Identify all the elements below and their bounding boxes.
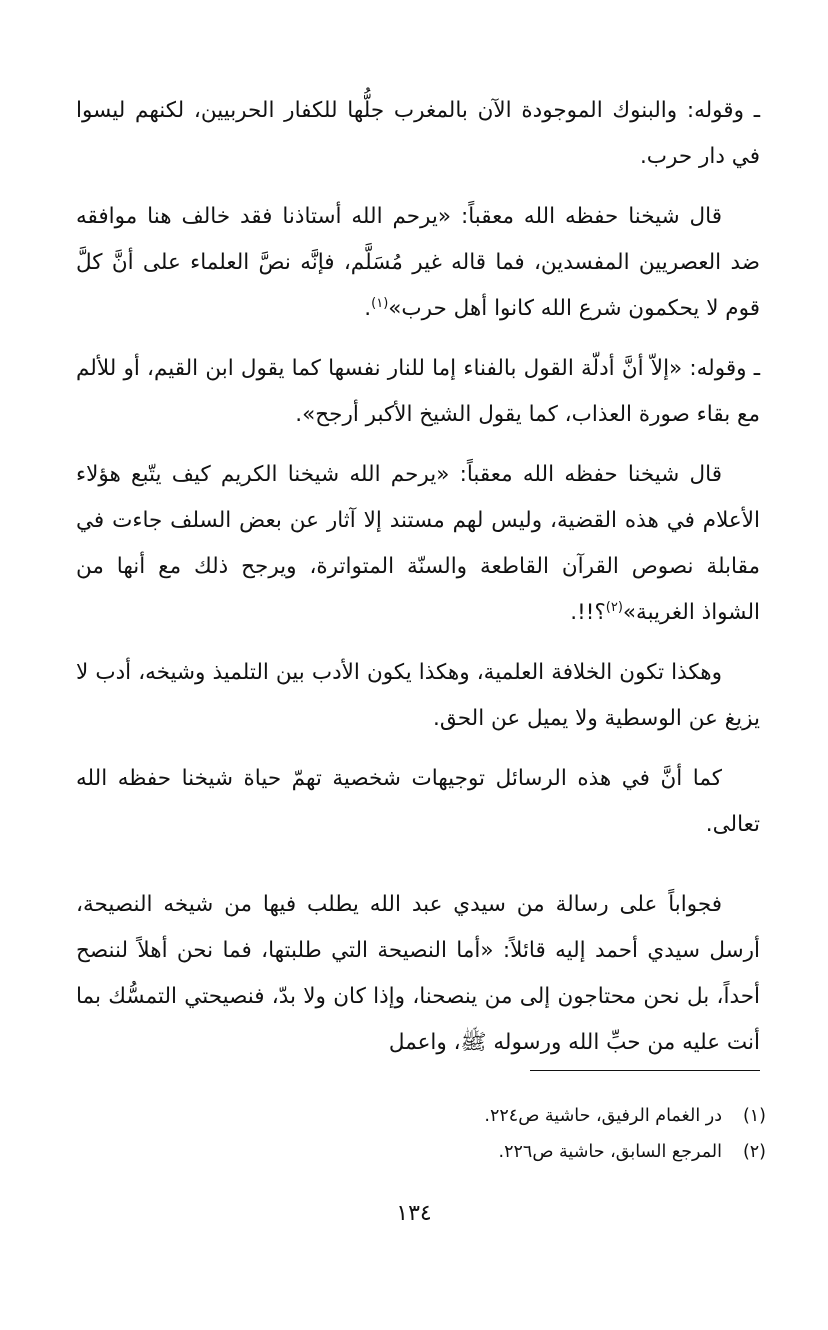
paragraph-4-text: قال شيخنا حفظه الله معقباً: «يرحم الله شيخنا الكريم كيف يتّبع هؤلاء الأعلام في هذه القضية، وليس لهم مستند إلا آثار عن بعض السلف جاءت في مقابلة نصوص القرآن القاطعة والسنّة المتواترة، ويرجح ذلك مع أنها من الشواذ الغريبة» <box>76 462 760 625</box>
footnote-2 <box>76 1134 766 1170</box>
page-number: ١٣٤ <box>396 1201 432 1226</box>
footnotes <box>76 1098 766 1170</box>
footnote-divider <box>530 1070 760 1071</box>
paragraph-5-text: وهكذا تكون الخلافة العلمية، وهكذا يكون الأدب بين التلميذ وشيخه، أدب لا يزيغ عن الوسطية ولا يميل عن الحق. <box>76 660 760 731</box>
paragraph-6 <box>76 756 760 848</box>
paragraph-4 <box>76 452 760 636</box>
footnote-1 <box>76 1098 766 1134</box>
paragraph-2 <box>76 194 760 332</box>
paragraph-2-end: . <box>364 296 372 321</box>
footnote-2-number: (٢) <box>742 1142 766 1162</box>
footnote-1-number: (١) <box>742 1106 766 1126</box>
paragraph-3-text: ـ وقوله: «إلاّ أنَّ أدلّة القول بالفناء إما للنار نفسها كما يقول ابن القيم، أو للألم مع بقاء صورة العذاب، كما يقول الشيخ الأكبر أرجح». <box>76 356 760 427</box>
paragraph-2-text: قال شيخنا حفظه الله معقباً: «يرحم الله أستاذنا فقد خالف هنا موافقه ضد العصريين المفسدين، فما قاله غير مُسَلَّم، فإنَّه نصَّ العلماء على أنَّ كلَّ قوم لا يحكمون شرع الله كانوا أهل حرب» <box>76 204 760 321</box>
paragraph-1-text: ـ وقوله: والبنوك الموجودة الآن بالمغرب جلُّها للكفار الحربيين، لكنهم ليسوا في دار حرب. <box>76 98 760 169</box>
main-text <box>76 88 760 1066</box>
paragraph-4-end: ؟!!. <box>570 600 606 625</box>
footnote-1-text: در الغمام الرفيق، حاشية ص٢٢٤. <box>484 1106 722 1126</box>
paragraph-7-text: فجواباً على رسالة من سيدي عبد الله يطلب فيها من شيخه النصيحة، أرسل سيدي أحمد إليه قائلاً: «أما النصيحة التي طلبتها، فما نحن أهلاً لننصح أحداً، بل نحن محتاجون إلى من ينصحنا، وإذا كان ولا بدّ، فنصيحتي التمسُّك بما أنت عليه من حبِّ الله ورسوله ﷺ، واعمل <box>76 892 760 1055</box>
paragraph-3 <box>76 346 760 438</box>
paragraph-7 <box>76 882 760 1066</box>
footnote-2-text: المرجع السابق، حاشية ص٢٢٦. <box>498 1142 722 1162</box>
paragraph-5 <box>76 650 760 742</box>
footnote-ref-2: (٢) <box>605 599 623 615</box>
paragraph-6-text: كما أنَّ في هذه الرسائل توجيهات شخصية تهمّ حياة شيخنا حفظه الله تعالى. <box>76 766 760 837</box>
footnote-ref-1: (١) <box>371 295 389 311</box>
paragraph-1 <box>76 88 760 180</box>
